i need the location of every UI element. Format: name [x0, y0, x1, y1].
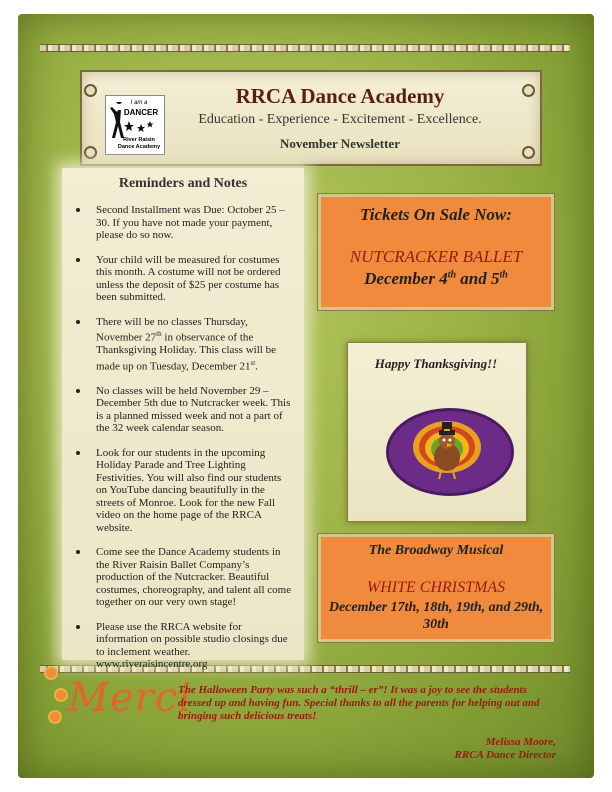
- logo-line-3: River Raisin: [123, 137, 155, 143]
- nutcracker-dates: [321, 269, 551, 289]
- reminder-text: No classes will be held November 29 – December 5th due to Nutcracker week. This is a planned missed week and not a part of the 32 week calendar season.: [96, 384, 291, 435]
- reminders-title: Reminders and Notes: [118, 176, 248, 191]
- reminder-text: There will be no classes Thursday, November 27: [96, 315, 248, 344]
- list-item: [96, 621, 292, 671]
- academy-logo: [105, 95, 165, 155]
- tickets-box: [318, 194, 554, 310]
- list-item: [96, 385, 292, 435]
- reminder-text: in observance of the Thanksgiving Holiday. This class will be made up on Tuesday, December 21: [96, 331, 276, 373]
- reminders-panel: [62, 168, 304, 671]
- bullet-icon: [76, 550, 80, 554]
- halloween-message: The Halloween Party was such a “thrill – er”! It was a joy to see the students dressed up and having fun. Special thanks to all the parents for helping out and bringing such delicious treats!: [178, 684, 540, 722]
- reminder-text: Your child will be measured for costumes this month. A costume will not be ordered unless the deposit of $25 per costume has been submitted.: [96, 253, 281, 303]
- list-item: [96, 447, 292, 535]
- list-item: [96, 316, 292, 373]
- signature-name: Melissa Moore,: [485, 736, 556, 748]
- reminder-text: Second Installment was Due: October 25 – 30. If you have not made your payment, please do so now.: [96, 204, 285, 241]
- bullet-icon: [76, 625, 80, 629]
- page-title: RRCA Dance Academy: [235, 84, 445, 108]
- ordinal-suffix: th: [156, 330, 162, 338]
- flower-icon: [46, 668, 56, 678]
- bullet-icon: [76, 389, 80, 393]
- white-christmas-dates: December 17th, 18th, 19th, and 29th, 30th: [328, 600, 544, 632]
- date-text: and 5: [456, 269, 500, 288]
- signature-title: RRCA Dance Director: [454, 749, 556, 761]
- date-text: December 4: [364, 269, 448, 288]
- reminder-text: Please use the RRCA website for information on possible studio closings due to inclement weather. www.riveraisincentre.org: [96, 620, 288, 671]
- broadway-box: [318, 534, 554, 642]
- white-christmas-title: WHITE CHRISTMAS: [366, 579, 506, 596]
- stars-icon: [124, 120, 154, 136]
- tagline: Education - Experience - Excitement - Excellence.: [198, 112, 482, 127]
- reminder-text: Look for our students in the upcoming Holiday Parade and Tree Lighting Festivities. You will also find our students on YouTube dancing beautifully in the streets of Monroe. Look for the new Fall video on the home page of the RRCA website.: [96, 446, 282, 534]
- newsletter-subtitle: November Newsletter: [280, 136, 400, 151]
- turkey-icon: [407, 413, 487, 485]
- ordinal-suffix: st: [250, 358, 256, 367]
- director-signature: [380, 736, 556, 762]
- nutcracker-title: NUTCRACKER BALLET: [349, 247, 523, 266]
- corner-ring-icon: [522, 84, 535, 97]
- ordinal-suffix: th: [447, 269, 457, 281]
- logo-line-1: I am a: [130, 100, 148, 106]
- reminder-text: .: [255, 360, 258, 373]
- ordinal-suffix: th: [499, 269, 508, 281]
- reminder-text: Come see the Dance Academy students in the River Raisin Ballet Company’s production of the Nutcracker. Beautiful costumes, choreography, and talent all come together on our very own stage!: [96, 546, 292, 609]
- logo-line-4: Dance Academy: [117, 144, 161, 150]
- top-border-ornament: [40, 44, 570, 52]
- list-item: [96, 254, 292, 304]
- bullet-icon: [76, 320, 80, 324]
- list-item: [96, 546, 292, 609]
- flower-icon: [50, 712, 60, 722]
- bullet-icon: [76, 451, 80, 455]
- logo-line-2: DANCER: [123, 108, 159, 117]
- merci-script: Merci: [68, 675, 192, 721]
- bullet-icon: [76, 258, 80, 262]
- broadway-heading: The Broadway Musical: [368, 543, 504, 558]
- tickets-heading: Tickets On Sale Now:: [360, 205, 512, 224]
- thanksgiving-greeting: Happy Thanksgiving!!: [374, 356, 498, 371]
- corner-ring-icon: [84, 146, 97, 159]
- list-item: [96, 204, 292, 242]
- flower-icon: [56, 690, 66, 700]
- bullet-icon: [76, 208, 80, 212]
- corner-ring-icon: [84, 84, 97, 97]
- corner-ring-icon: [522, 146, 535, 159]
- reminders-list: [62, 204, 292, 683]
